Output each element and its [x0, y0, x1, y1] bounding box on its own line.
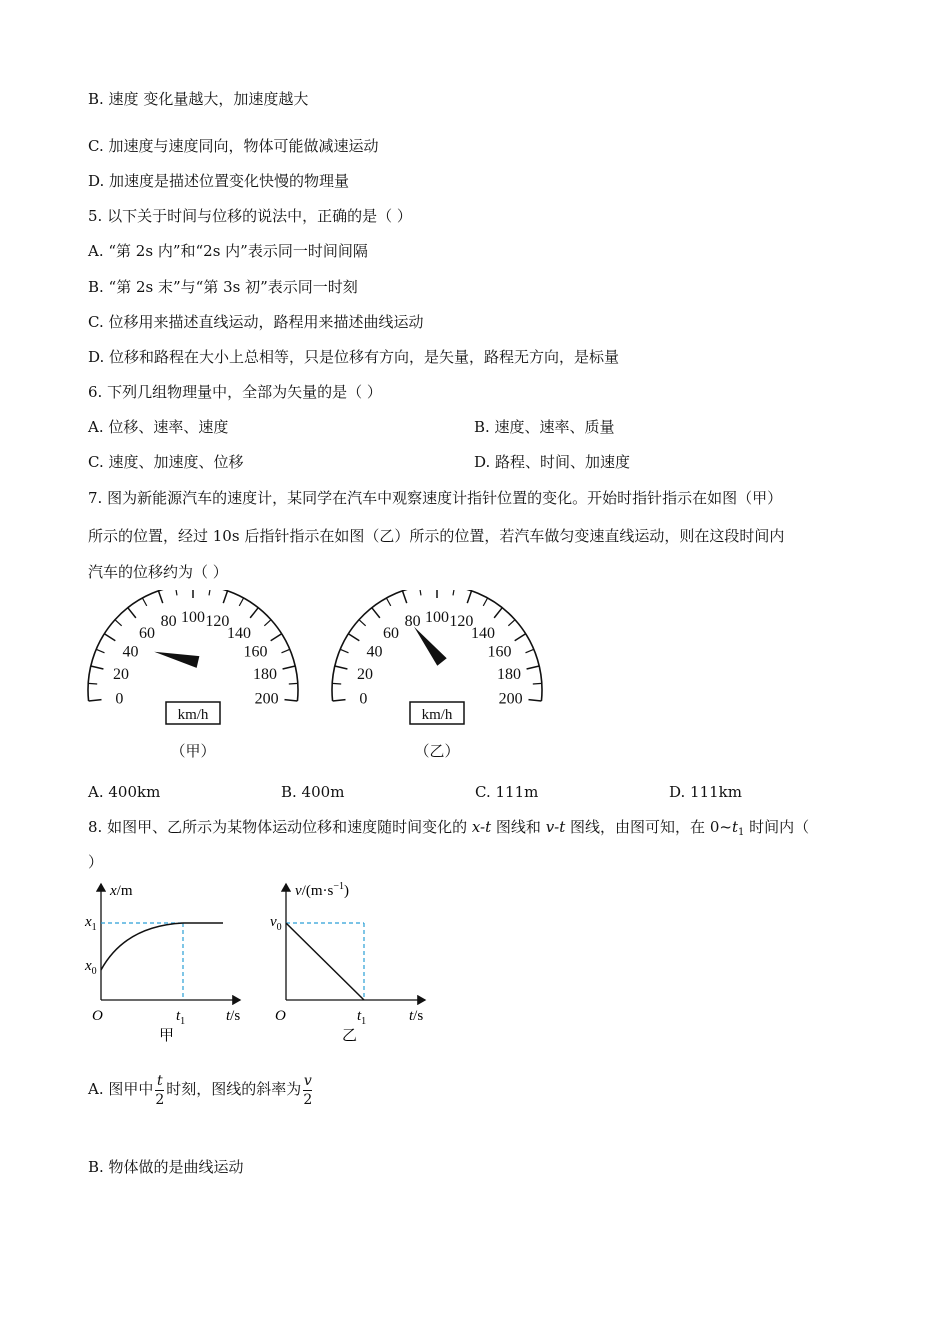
graph-caption-jia: 甲: [159, 1028, 175, 1044]
gauge-tick-label: 80: [160, 613, 177, 631]
gauge-tick-label: 80: [404, 613, 421, 631]
gauge-needle: [154, 652, 199, 668]
q7-option-d: D. 111km: [669, 783, 742, 801]
gauge-tick: [483, 598, 487, 606]
gauge-caption: （甲）: [170, 744, 216, 760]
gauge-unit-label: km/h: [421, 707, 453, 723]
fraction-v-over-2: $\frac{v}{2}$: [303, 1072, 313, 1108]
q8-stem: 8. 如图甲、乙所示为某物体运动位移和速度随时间变化的 x-t 图线和 v-t 图线，由图可知，在 $0\sim t_1$ 时间内（: [88, 818, 810, 838]
t1-label: $t_1$: [357, 1008, 367, 1027]
q7-option-c: C. 111m: [475, 783, 539, 801]
gauge-tick-label: 0: [359, 690, 368, 708]
gauge-tick: [223, 591, 227, 603]
gauge-caption: （乙）: [414, 744, 460, 760]
origin-label: O: [92, 1008, 103, 1024]
x0-label: $x_0$: [85, 958, 97, 977]
gauge-tick: [142, 598, 146, 606]
q4-option-c: C. 加速度与速度同向，物体可能做减速运动: [88, 137, 379, 155]
fraction-t-over-2: $\frac{t}{2}$: [155, 1072, 165, 1108]
gauge-tick: [386, 598, 390, 606]
gauge-tick-label: 0: [115, 690, 124, 708]
q8-option-b: B. 物体做的是曲线运动: [88, 1158, 244, 1176]
gauge-tick-label: 40: [122, 643, 139, 661]
q6-option-c: C. 速度、加速度、位移: [88, 453, 244, 471]
graph-caption-yi: 乙: [342, 1028, 358, 1044]
gauge-tick-label: 40: [366, 643, 383, 661]
gauge-tick: [209, 590, 211, 595]
vt-ylabel: $v/(m\cdot s^{-1})$: [295, 881, 349, 899]
gauge-tick-label: 120: [449, 613, 474, 631]
gauge-tick: [525, 649, 533, 652]
gauge-tick: [96, 649, 104, 652]
q7-option-a: A. 400km: [88, 783, 161, 801]
gauge-tick: [88, 683, 97, 684]
gauge-tick-label: 120: [205, 613, 230, 631]
origin-label: O: [275, 1008, 286, 1024]
gauge-tick: [239, 598, 243, 606]
gauge-tick: [104, 634, 115, 641]
t1-label: $t_1$: [176, 1008, 186, 1027]
vt-graph-yi: [265, 878, 445, 1048]
gauge-tick-label: 20: [356, 666, 373, 684]
speedometer-jia: [88, 590, 298, 760]
gauge-tick-label: 180: [253, 666, 278, 684]
gauge-tick: [283, 666, 296, 669]
q5-option-d: D. 位移和路程在大小上总相等，只是位移有方向，是矢量，路程无方向，是标量: [88, 348, 620, 366]
gauge-tick-label: 200: [498, 690, 523, 708]
gauge-tick-label: 180: [497, 666, 522, 684]
x1-label: $x_1$: [85, 914, 97, 933]
gauge-tick: [467, 591, 471, 603]
q6-option-a: A. 位移、速率、速度: [88, 418, 229, 436]
t-axis-label: t/s: [226, 1008, 241, 1024]
gauge-tick: [250, 608, 258, 618]
gauge-tick: [494, 608, 502, 618]
gauge-tick-label: 60: [383, 625, 400, 643]
q5-option-b: B. “第 2s 末”与“第 3s 初”表示同一时刻: [88, 278, 358, 296]
gauge-tick: [372, 608, 380, 618]
gauge-unit-label: km/h: [177, 707, 209, 723]
gauge-tick: [453, 590, 455, 595]
gauge-tick: [89, 700, 102, 701]
q6-option-b: B. 速度、速率、质量: [474, 418, 615, 436]
q8-option-a: A. 图甲中 $\frac{t}{2}$ 时刻，图线的斜率为 $\frac{v}{2}$: [88, 1072, 313, 1108]
gauge-tick: [402, 591, 406, 603]
q7-stem-line3: 汽车的位移约为（ ）: [88, 563, 228, 581]
gauge-tick: [340, 649, 348, 652]
gauge-tick: [508, 620, 515, 626]
gauge-tick: [115, 620, 122, 626]
gauge-tick: [175, 590, 177, 595]
xt-graph-jia: [80, 878, 260, 1048]
q5-stem: 5. 以下关于时间与位移的说法中，正确的是（ ）: [88, 207, 412, 225]
gauge-tick-label: 160: [243, 643, 268, 661]
gauge-tick: [419, 590, 421, 595]
q5-option-c: C. 位移用来描述直线运动，路程用来描述曲线运动: [88, 313, 424, 331]
gauge-tick: [264, 620, 271, 626]
vt-line: [286, 923, 364, 1000]
gauge-tick-label: 140: [470, 625, 495, 643]
q4-option-d: D. 加速度是描述位置变化快慢的物理量: [88, 172, 350, 190]
gauge-tick: [128, 608, 136, 618]
gauge-tick: [333, 700, 346, 701]
gauge-needle: [414, 627, 447, 666]
gauge-tick: [515, 634, 526, 641]
gauge-tick: [271, 634, 282, 641]
gauge-tick: [284, 700, 297, 701]
gauge-tick: [533, 683, 542, 684]
gauge-tick-label: 60: [139, 625, 156, 643]
q4-option-b: B. 速度 变化量越大，加速度越大: [88, 90, 309, 108]
gauge-tick: [281, 649, 289, 652]
speedometer-yi: [332, 590, 542, 760]
gauge-tick: [528, 700, 541, 701]
gauge-tick: [289, 683, 298, 684]
gauge-tick: [359, 620, 366, 626]
q6-option-d: D. 路程、时间、加速度: [474, 453, 631, 471]
q7-option-b: B. 400m: [281, 783, 345, 801]
gauge-tick-label: 140: [226, 625, 251, 643]
xt-ylabel: x/m: [110, 883, 133, 899]
t-axis-label: t/s: [409, 1008, 424, 1024]
q7-stem-line2: 所示的位置，经过 10s 后指针指示在如图（乙）所示的位置，若汽车做匀变速直线运动，则在这段时间内: [88, 527, 785, 545]
gauge-tick: [348, 634, 359, 641]
gauge-tick: [527, 666, 540, 669]
v0-label: $v_0$: [270, 914, 282, 933]
gauge-tick: [332, 683, 341, 684]
gauge-tick-label: 200: [254, 690, 279, 708]
speedometer-figures: [0, 590, 950, 770]
gauge-tick: [335, 666, 348, 669]
gauge-tick: [158, 591, 162, 603]
gauge-tick-label: 100: [181, 609, 205, 626]
q6-stem: 6. 下列几组物理量中，全部为矢量的是（ ）: [88, 383, 382, 401]
xt-curve: [101, 923, 223, 970]
q5-option-a: A. “第 2s 内”和“2s 内”表示同一时间间隔: [88, 242, 368, 260]
q8-stem-close: ）: [88, 853, 104, 871]
gauge-tick-label: 20: [112, 666, 129, 684]
gauge-tick-label: 160: [487, 643, 512, 661]
gauge-tick: [91, 666, 104, 669]
gauge-tick-label: 100: [425, 609, 449, 626]
q7-stem-line1: 7. 图为新能源汽车的速度计，某同学在汽车中观察速度计指针位置的变化。开始时指针指示在如图（甲）: [88, 489, 783, 507]
